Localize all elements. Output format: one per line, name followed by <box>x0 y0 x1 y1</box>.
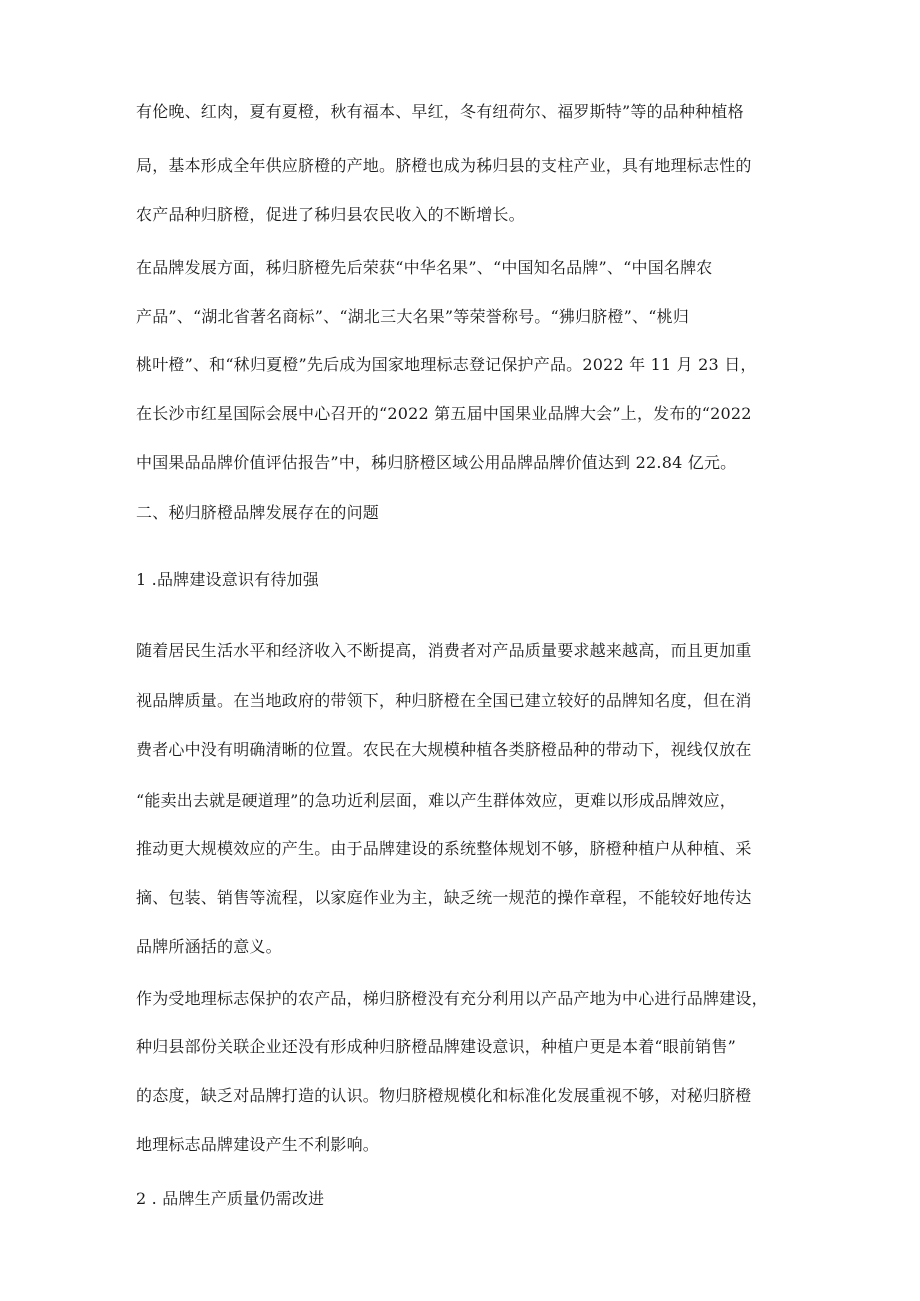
paragraph-3-line-4: “能卖出去就是硬道理”的急功近利层面，难以产生群体效应，更难以形成品牌效应， <box>136 791 736 810</box>
subheading-2: 2 . 品牌生产质量仍需改进 <box>136 1189 325 1208</box>
paragraph-3-line-6: 摘、包装、销售等流程，以家庭作业为主，缺乏统一规范的操作章程，不能较好地传达 <box>136 888 752 907</box>
paragraph-1-line-3: 农产品种归脐橙，促进了秭归县农民收入的不断增长。 <box>136 205 525 224</box>
paragraph-3-line-7: 品牌所涵括的意义。 <box>136 937 282 956</box>
paragraph-1-line-2: 局，基本形成全年供应脐橙的产地。脐橙也成为秭归县的支柱产业，具有地理标志性的 <box>136 156 752 175</box>
paragraph-4-line-1: 作为受地理标志保护的农产品，梯归脐橙没有充分利用以产品产地为中心进行品牌建设， <box>136 989 768 1008</box>
paragraph-2-line-5: 中国果品品牌价值评估报告”中，秭归脐橙区域公用品牌品牌价值达到 22.84 亿元。 <box>136 453 737 472</box>
paragraph-4-line-3: 的态度，缺乏对品牌打造的认识。物归脐橙规模化和标准化发展重视不够，对秘归脐橙 <box>136 1086 752 1105</box>
paragraph-2-line-2: 产品”、“湖北省著名商标”、“湖北三大名果”等荣誉称号。“狒归脐橙”、“桃归 <box>136 307 690 326</box>
paragraph-2-line-4: 在长沙市红星国际会展中心召开的“2022 第五届中国果业品牌大会”上，发布的“2022 <box>136 404 752 423</box>
paragraph-3-line-1: 随着居民生活水平和经济收入不断提高，消费者对产品质量要求越来越高，而且更加重 <box>136 641 752 660</box>
paragraph-4-line-4: 地理标志品牌建设产生不利影响。 <box>136 1135 380 1154</box>
subheading-1: 1 .品牌建设意识有待加强 <box>136 570 319 589</box>
paragraph-3-line-3: 费者心中没有明确清晰的位置。农民在大规模种植各类脐橙品种的带动下，视线仅放在 <box>136 740 752 759</box>
paragraph-4-line-2: 种归县部份关联企业还没有形成种归脐橙品牌建设意识，种植户更是本着“眼前销售” <box>136 1037 736 1056</box>
paragraph-1-line-1: 有伦晚、红肉，夏有夏橙，秋有福本、早红，冬有纽荷尔、福罗斯特”等的品种种植格 <box>136 102 744 121</box>
paragraph-2-line-1: 在品牌发展方面，秭归脐橙先后荣获“中华名果”、“中国知名品牌”、“中国名牌农 <box>136 258 713 277</box>
section-heading: 二、秘归脐橙品牌发展存在的问题 <box>136 503 380 522</box>
paragraph-3-line-5: 推动更大规模效应的产生。由于品牌建设的系统整体规划不够，脐橙种植户从种植、采 <box>136 839 752 858</box>
paragraph-3-line-2: 视品牌质量。在当地政府的带领下，种归脐橙在全国已建立较好的品牌知名度，但在消 <box>136 691 752 710</box>
paragraph-2-line-3: 桃叶橙”、和“秫归夏橙”先后成为国家地理标志登记保护产品。2022 年 11 月 23 日， <box>136 355 757 374</box>
